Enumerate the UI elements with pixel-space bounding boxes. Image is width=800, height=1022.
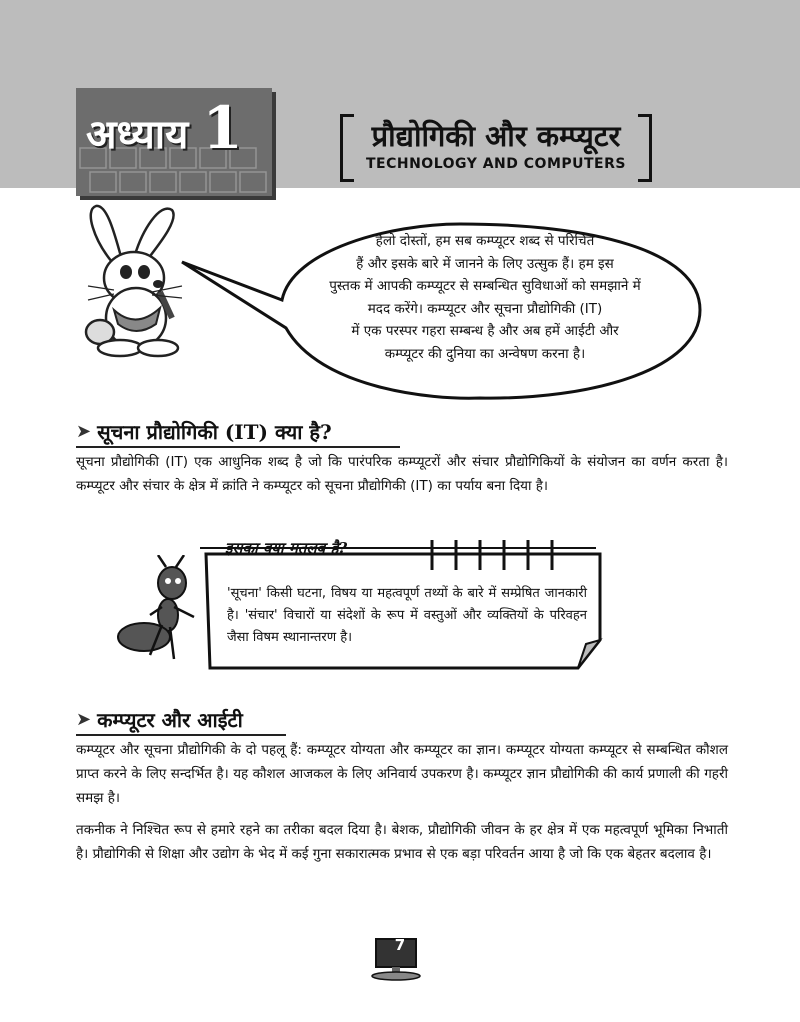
paragraph-computer-it-1: कम्प्यूटर और सूचना प्रौद्योगिकी के दो पहलू हैं: कम्प्यूटर योग्यता और कम्प्यूटर का ज्ञान। कम्प्यूटर योग्यता कम्प्यूटर से सम्बन्धित कौशल प्राप्त करने के लिए सन्दर्भित है। यह कौशल आजकल के लिए अनिवार्य उपकरण है। कम्प्यूटर ज्ञान प्रौद्योगिकी की कार्य प्रणाली की गहरी समझ है। xyxy=(76,742,728,806)
page-number: 7 xyxy=(394,936,406,954)
chevron-right-icon: ➤ xyxy=(76,421,92,442)
speech-line: में एक परस्पर गहरा सम्बन्ध है और अब हमें आईटी और xyxy=(351,323,619,339)
chapter-badge xyxy=(76,88,272,196)
speech-line: हैलो दोस्तों, हम सब कम्प्यूटर शब्द से परिचित xyxy=(375,233,595,249)
speech-line: पुस्तक में आपकी कम्प्यूटर से सम्बन्धित सुविधाओं को समझाने में xyxy=(329,278,641,294)
section-heading-text: कम्प्यूटर और आईटी xyxy=(97,708,243,732)
paragraph-computer-it-2: तकनीक ने निश्चित रूप से हमारे रहने का तरीका बदल दिया है। बेशक, प्रौद्योगिकी जीवन के हर क्षेत्र में एक महत्वपूर्ण भूमिका निभाती है। प्रौद्योगिकी से शिक्षा और उद्योग के भेद में कई गुना सकारात्मक प्रभाव से एक बड़ा परिवर्तन आया है जो कि एक बेहतर बदलाव है। xyxy=(76,822,728,862)
section-rule xyxy=(76,446,400,448)
section-rule xyxy=(76,734,286,736)
title-hindi: प्रौद्योगिकी और कम्प्यूटर xyxy=(371,119,621,153)
chapter-label xyxy=(86,94,243,162)
paragraph-it: सूचना प्रौद्योगिकी (IT) एक आधुनिक शब्द है जो कि पारंपरिक कम्प्यूटरों और संचार प्रौद्योगिकियों के संयोजन का वर्णन करता है। कम्प्यूटर और संचार के क्षेत्र में क्रांति ने कम्प्यूटर को सूचना प्रौद्योगिकी (IT) का पर्याय बना दिया है। xyxy=(76,454,728,494)
speech-text xyxy=(290,230,680,365)
note-text: 'सूचना' किसी घटना, विषय या महत्वपूर्ण तथ्यों के बारे में सम्प्रेषित जानकारी है। 'संचार' विचारों या संदेशों के रूप में वस्तुओं और व्यक्तियों के परिवहन जैसा विषम स्थानान्तरण है। xyxy=(227,586,587,645)
note-title: इसका क्या मतलब है? xyxy=(225,539,348,557)
section-heading-computer-it xyxy=(76,706,243,733)
chapter-number: 1 xyxy=(202,94,243,162)
chapter-title xyxy=(340,114,652,182)
ant-illustration xyxy=(110,555,210,670)
speech-line: कम्प्यूटर की दुनिया का अन्वेषण करना है। xyxy=(384,345,586,362)
speech-line: मदद करेंगे। कम्प्यूटर और सूचना प्रौद्योगिकी (IT) xyxy=(367,300,603,317)
section-heading-text: सूचना प्रौद्योगिकी (IT) क्या है? xyxy=(97,420,332,444)
section-heading-it xyxy=(76,418,332,445)
title-english: TECHNOLOGY AND COMPUTERS xyxy=(365,156,626,172)
speech-line: हैं और इसके बारे में जानने के लिए उत्सुक हैं। हम इस xyxy=(356,255,614,272)
chevron-right-icon: ➤ xyxy=(76,709,92,730)
chapter-word: अध्याय xyxy=(86,111,189,158)
